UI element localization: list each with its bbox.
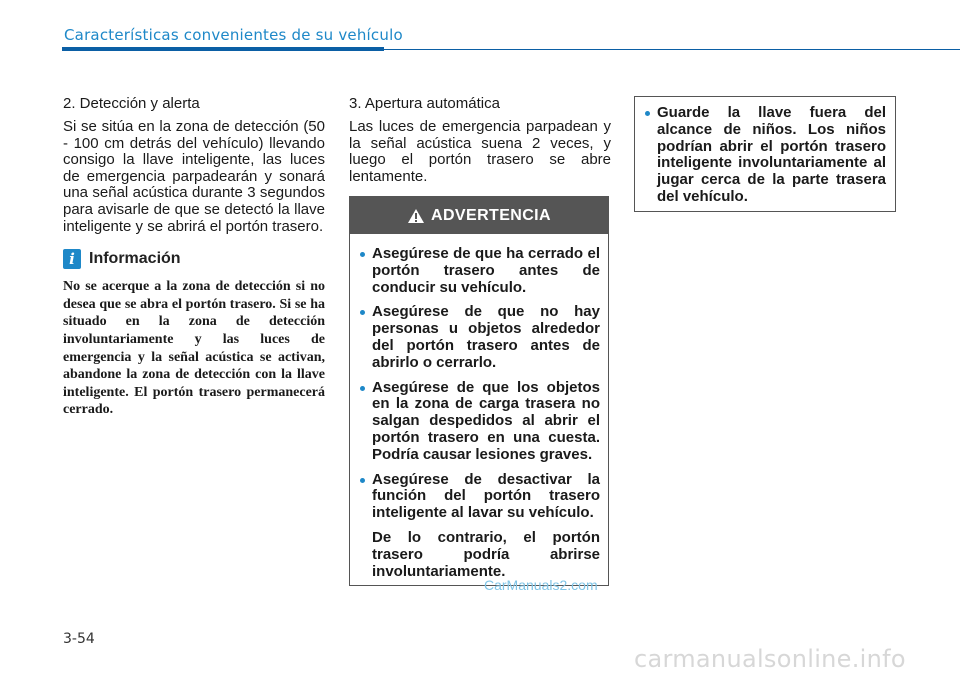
info-title: Información	[89, 250, 181, 268]
warning-extra-text: De lo contrario, el portón trasero podría abrirse involuntariamente.	[372, 528, 600, 580]
auto-open-heading: 3. Apertura automática	[349, 95, 500, 112]
watermark-carmanuals2: CarManuals2.com	[484, 577, 598, 593]
note-item-text: Guarde la llave fuera del alcance de niños. Los niños podrían abrir el portón trasero inteligente involuntariamente al jugar cerca de la parte trasera del vehículo.	[657, 104, 886, 205]
bullet-icon	[360, 478, 365, 483]
watermark-carmanualsonline: carmanualsonline.info	[634, 645, 906, 673]
info-icon: i	[63, 249, 81, 269]
auto-open-paragraph: Las luces de emergencia parpadean y la señal acústica suena 2 veces, y luego el portón trasero se abre lentamente.	[349, 118, 611, 185]
middle-column	[349, 95, 611, 185]
header-rule-accent	[62, 47, 384, 51]
detection-heading: 2. Detección y alerta	[63, 95, 200, 112]
header-rule	[384, 49, 960, 50]
warning-triangle-icon	[407, 208, 425, 224]
bullet-icon	[645, 111, 650, 116]
detection-paragraph: Si se sitúa en la zona de detección (50 - 100 cm detrás del vehículo) llevando consigo la llave inteligente, las luces de emergencia parpadearán y sonará una señal acústica durante 3 segundos para avisarle de que se detectó la llave inteligente y se abrirá el portón trasero.	[63, 118, 325, 235]
note-box	[634, 96, 896, 212]
warning-item	[358, 380, 600, 464]
note-item	[643, 105, 886, 206]
bullet-icon	[360, 310, 365, 315]
warning-item	[358, 304, 600, 371]
bullet-icon	[360, 386, 365, 391]
info-header	[63, 249, 325, 269]
warning-box	[349, 196, 609, 586]
warning-item	[358, 472, 600, 522]
warning-title: ADVERTENCIA	[431, 206, 551, 224]
warning-item-text: Asegúrese de que ha cerrado el portón trasero antes de conducir su vehículo.	[372, 245, 600, 296]
section-title: Características convenientes de su vehículo	[64, 26, 403, 44]
warning-list	[350, 234, 608, 522]
warning-item	[358, 246, 600, 296]
warning-item-text: Asegúrese de que los objetos en la zona de carga trasera no salgan despedidos al abrir el portón trasero en una cuesta. Podría causar lesiones graves.	[372, 378, 600, 463]
info-text: No se acerque a la zona de detección si no desea que se abra el portón trasero. Si se ha situado en la zona de detección involuntariamente y las luces de emergencia y la señal acústica se activan, abandone la zona de detección con la llave inteligente. El portón trasero permanecerá cerrado.	[63, 279, 325, 418]
warning-header	[350, 197, 608, 234]
page-number: 3-54	[63, 631, 95, 647]
warning-item-text: Asegúrese de desactivar la función del portón trasero inteligente al lavar su vehículo.	[372, 470, 600, 522]
warning-item-text: Asegúrese de que no hay personas u objetos alrededor del portón trasero antes de abrirlo o cerrarlo.	[372, 303, 600, 371]
left-column	[63, 95, 325, 419]
bullet-icon	[360, 252, 365, 257]
